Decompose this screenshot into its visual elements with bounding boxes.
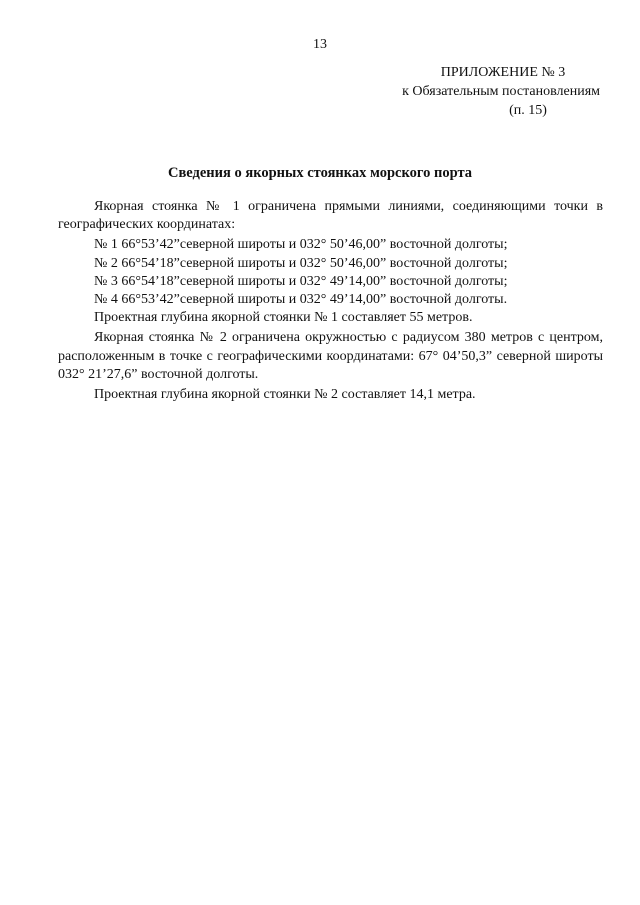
appendix-subtitle: к Обязательным постановлениям bbox=[402, 84, 600, 99]
appendix-header bbox=[360, 63, 600, 120]
anchorage-2-description: Якорная стоянка № 2 ограничена окружностью с радиусом 380 метров с центром, расположенным в точке с географическими координатами: 67° 04’50,3” северной широты 032° 21’27,6” восточной долготы. bbox=[58, 330, 603, 382]
document-title: Сведения о якорных стоянках морского порта bbox=[167, 165, 473, 181]
anchorage-1-depth: Проектная глубина якорной стоянки № 1 составляет 55 метров. bbox=[94, 310, 473, 326]
anchorage-1-point-1: № 1 66°53’42”северной широты и 032° 50’46,00” восточной долготы; bbox=[94, 237, 508, 253]
appendix-title: ПРИЛОЖЕНИЕ № 3 bbox=[440, 65, 566, 80]
page-number: 13 bbox=[313, 37, 327, 52]
anchorage-1-point-2: № 2 66°54’18”северной широты и 032° 50’46,00” восточной долготы; bbox=[94, 255, 508, 271]
anchorage-1-point-3: № 3 66°54’18”северной широты и 032° 49’14,00” восточной долготы; bbox=[94, 273, 508, 289]
appendix-reference: (п. 15) bbox=[509, 103, 547, 118]
anchorage-2-depth: Проектная глубина якорной стоянки № 2 составляет 14,1 метра. bbox=[94, 387, 476, 403]
anchorage-1-point-4: № 4 66°53’42”северной широты и 032° 49’14,00” восточной долготы. bbox=[94, 292, 508, 308]
anchorage-1-intro: Якорная стоянка № 1 ограничена прямыми линиями, соединяющими точки в географических координатах: bbox=[58, 199, 603, 233]
document-body bbox=[58, 198, 603, 404]
